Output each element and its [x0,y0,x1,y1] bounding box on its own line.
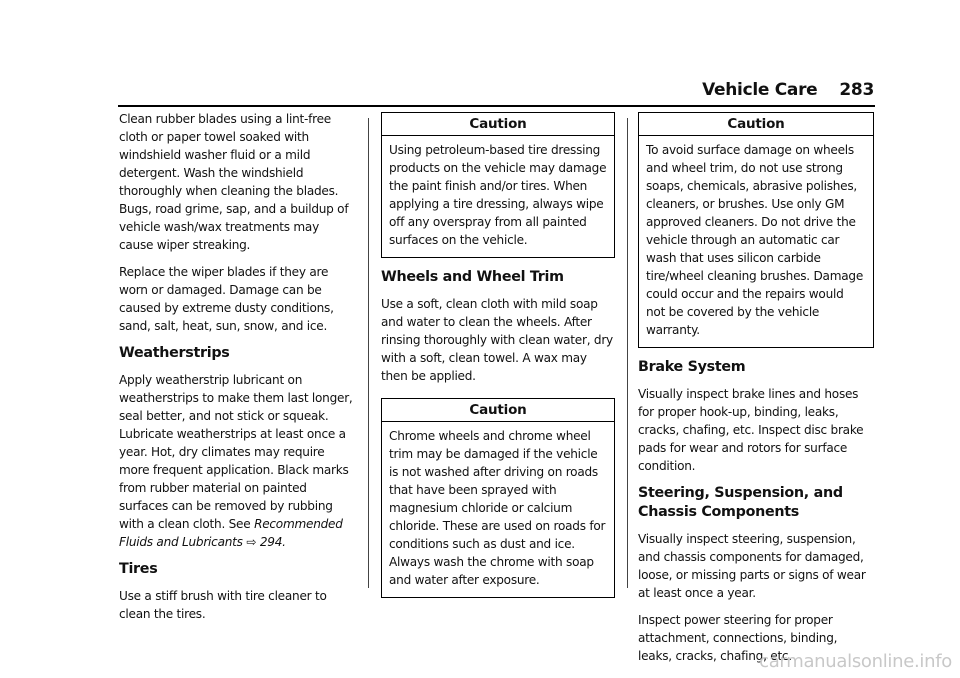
steering-paragraph-1: Visually inspect steering, suspension, and chassis components for damaged, loose, or missing parts or signs of wear at least once a year. [638,532,866,600]
caution-body: To avoid surface damage on wheels and wheel trim, do not use strong soaps, chemicals, abrasive polishes, cleaners, or brushes. Use only GM approved cleaners. Do not drive the vehicle through an automatic car wash that uses silicon carbide tire/wheel cleaning brushes. Damage could occur and the repairs would not be covered by the vehicle warranty. [646,143,864,337]
column-divider-right [627,118,628,588]
wiper-cleaning-paragraph: Clean rubber blades using a lint-free cloth or paper towel soaked with windshield washer fluid or a mild detergent. Wash the windshield thoroughly when cleaning the blades. Bugs, road grime, sap, and a buildup of vehicle wash/wax treatments may cause wiper streaking. [119,112,349,252]
tires-paragraph: Use a stiff brush with tire cleaner to clean the tires. [119,589,327,621]
weatherstrips-paragraph: Apply weatherstrip lubricant on weatherstrips to make them last longer, seal better, and not stick or squeak. Lubricate weatherstrips at least once a year. Hot, dry climates may require more frequent application. Black marks from rubber material on painted surfaces can be removed by rubbing with a clean cloth. See Recommended Fluids and Lubricants ⇨ 294. [119,373,353,549]
caution-title: Caution [639,113,873,136]
caution-body: Chrome wheels and chrome wheel trim may be damaged if the vehicle is not washed after driving on roads that have been sprayed with magnesium chloride or calcium chloride. These are used on roads for conditions such as dust and ice. Always wash the chrome with soap and water after exposure. [389,429,606,587]
header-rule [118,105,875,107]
section-title: Vehicle Care [702,80,818,100]
steering-heading: Steering, Suspension, and Chassis Components [638,485,843,520]
column-1 [119,110,355,632]
column-divider-left [368,118,369,588]
brake-paragraph: Visually inspect brake lines and hoses for proper hook-up, binding, leaks, cracks, chafing, etc. Inspect disc brake pads for wear and rotors for surface condition. [638,387,864,473]
tires-heading: Tires [119,561,158,577]
page-header [702,80,874,100]
column-3 [638,110,874,674]
weatherstrips-heading: Weatherstrips [119,345,230,361]
caution-body: Using petroleum-based tire dressing products on the vehicle may damage the paint finish and/or tires. When applying a tire dressing, always wipe off any overspray from all painted surfaces on the vehicle. [389,143,607,247]
page-ref-arrow-icon: ⇨ [246,535,257,549]
caution-title: Caution [382,113,614,136]
column-2 [381,110,615,608]
wheels-heading: Wheels and Wheel Trim [381,269,564,285]
caution-box-tire-dressing [381,112,615,258]
watermark: carmanualsonline.info [759,651,952,672]
wiper-replace-paragraph: Replace the wiper blades if they are worn or damaged. Damage can be caused by extreme dusty conditions, sand, salt, heat, sun, snow, and ice. [119,265,334,333]
caution-title: Caution [382,399,614,422]
caution-box-wheel-damage [638,112,874,348]
wheels-paragraph: Use a soft, clean cloth with mild soap and water to clean the wheels. After rinsing thoroughly with clean water, dry with a soft, clean towel. A wax may then be applied. [381,297,613,383]
brake-heading: Brake System [638,359,746,375]
fluids-lubricants-link[interactable]: Recommended Fluids and Lubricants ⇨ 294. [119,517,343,549]
page-number: 283 [839,80,874,100]
steering-paragraph-2: Inspect power steering for proper attachment, connections, binding, leaks, cracks, chafing, etc. [638,613,838,663]
caution-box-chrome-wheels [381,398,615,598]
